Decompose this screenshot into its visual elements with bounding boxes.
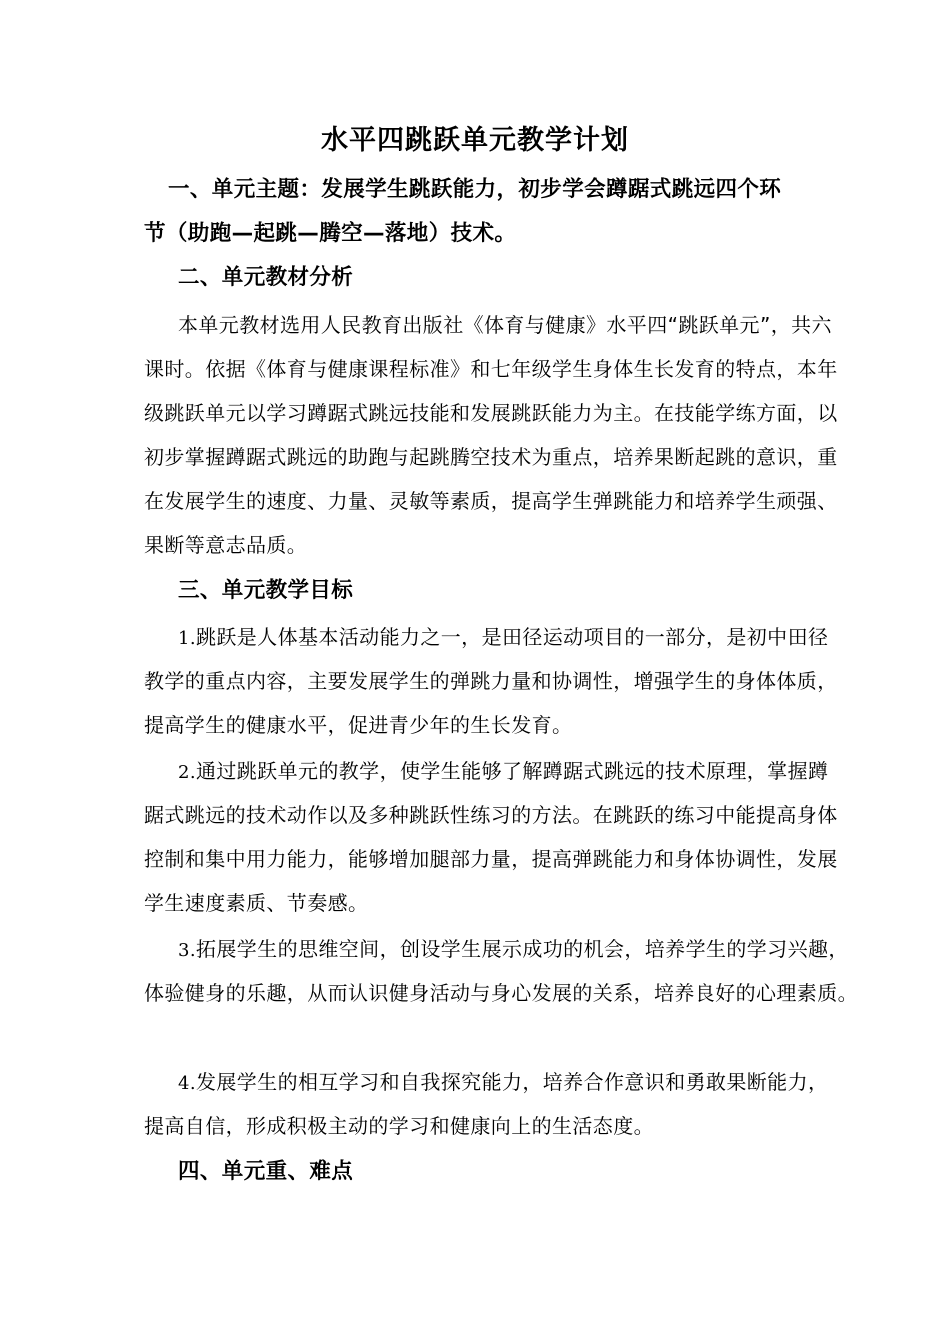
section3-heading: 三、单元教学目标 — [178, 578, 354, 603]
objective-3-line2: 体验健身的乐趣，从而认识健身活动与身心发展的关系，培养良好的心理素质。 — [144, 981, 858, 1005]
objective-3-line1 — [178, 935, 849, 965]
section1-theme-line2: 节（助跑—起跳—腾空—落地）技术。 — [144, 221, 517, 246]
section1-theme-line1: 一、单元主题：发展学生跳跃能力，初步学会蹲踞式跳远四个环 — [168, 177, 782, 202]
objective-4-line1 — [178, 1068, 828, 1098]
objective-2-text: 通过跳跃单元的教学，使学生能够了解蹲踞式跳远的技术原理，掌握蹲 — [195, 759, 829, 783]
section2-heading: 二、单元教材分析 — [178, 265, 354, 290]
page-title: 水平四跳跃单元教学计划 — [321, 125, 629, 156]
objective-1-line3: 提高学生的健康水平，促进青少年的生长发育。 — [144, 713, 573, 737]
section2-paragraph-line: 在发展学生的速度、力量、灵敏等素质，提高学生弹跳能力和培养学生顽强、 — [144, 489, 838, 513]
objective-4-text: 发展学生的相互学习和自我探究能力，培养合作意识和勇敢果断能力， — [195, 1070, 829, 1094]
objective-2-line3: 控制和集中用力能力，能够增加腿部力量，提高弹跳能力和身体协调性，发展 — [144, 847, 838, 871]
section2-paragraph-line: 级跳跃单元以学习蹲踞式跳远技能和发展跳跃能力为主。在技能学练方面，以 — [144, 401, 838, 425]
objective-4-number: 4. — [178, 1073, 196, 1094]
objective-1-line1 — [178, 623, 828, 653]
objective-1-number: 1. — [178, 628, 196, 649]
objective-1-text: 跳跃是人体基本活动能力之一，是田径运动项目的一部分，是初中田径 — [195, 625, 829, 649]
objective-3-number: 3. — [178, 940, 196, 961]
section2-paragraph-line: 本单元教材选用人民教育出版社《体育与健康》水平四“跳跃单元”，共六 — [178, 313, 832, 337]
objective-3-text: 拓展学生的思维空间，创设学生展示成功的机会，培养学生的学习兴趣， — [195, 937, 849, 961]
section2-paragraph-line: 课时。依据《体育与健康课程标准》和七年级学生身体生长发育的特点，本年 — [144, 357, 838, 381]
objective-2-number: 2. — [178, 762, 196, 783]
objective-2-line4: 学生速度素质、节奏感。 — [144, 891, 369, 915]
section2-paragraph-line: 初步掌握蹲踞式跳远的助跑与起跳腾空技术为重点，培养果断起跳的意识，重 — [144, 445, 838, 469]
objective-2-line2: 踞式跳远的技术动作以及多种跳跃性练习的方法。在跳跃的练习中能提高身体 — [144, 803, 838, 827]
section4-heading: 四、单元重、难点 — [178, 1159, 354, 1184]
section2-paragraph-line: 果断等意志品质。 — [144, 533, 308, 557]
objective-4-line2: 提高自信，形成积极主动的学习和健康向上的生活态度。 — [144, 1114, 654, 1138]
objective-2-line1 — [178, 757, 828, 787]
objective-1-line2: 教学的重点内容，主要发展学生的弹跳力量和协调性，增强学生的身体体质， — [144, 669, 838, 693]
